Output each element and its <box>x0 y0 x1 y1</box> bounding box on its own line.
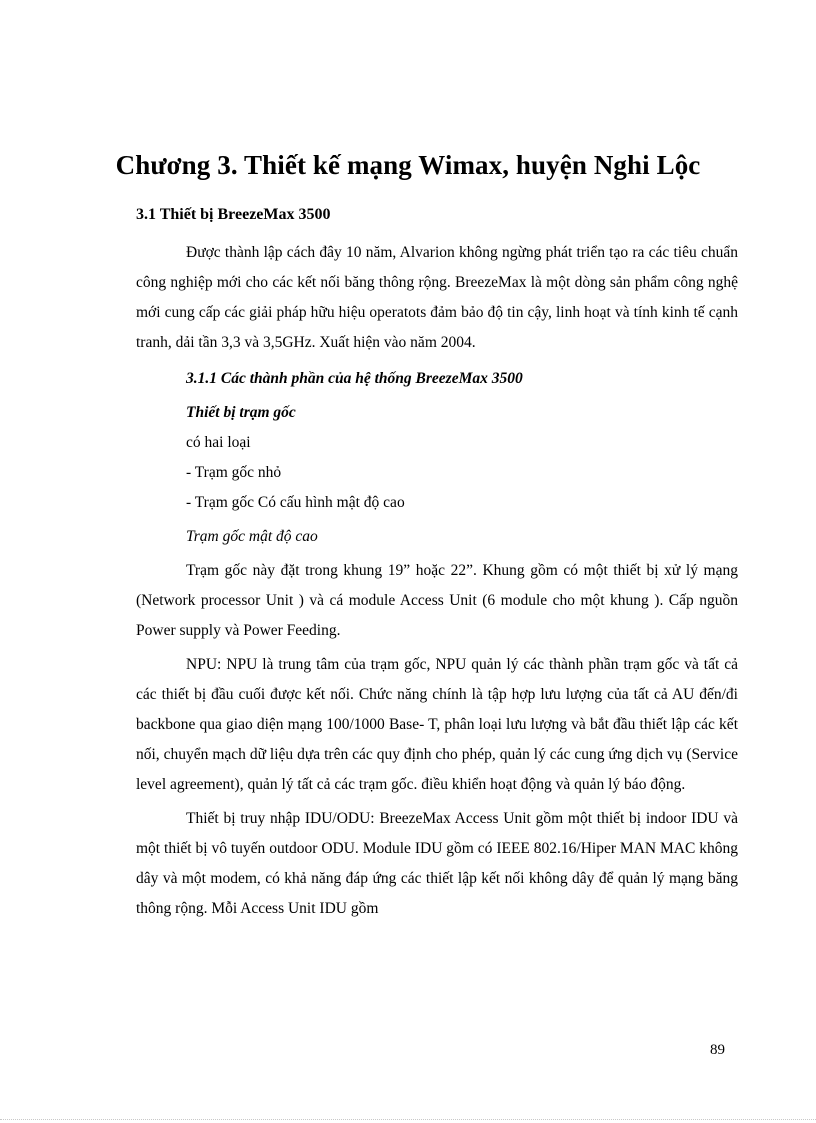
high-density-heading: Trạm gốc mật độ cao <box>186 528 318 545</box>
frame-paragraph: Trạm gốc này đặt trong khung 19” hoặc 22”. Khung gồm có một thiết bị xử lý mạng (Network processor Unit ) và cá module Access Unit (6 module cho một khung ). Cấp nguồn Power supply và Power Feeding. <box>136 562 738 639</box>
page-bottom-divider <box>0 1119 816 1120</box>
idu-odu-paragraph: Thiết bị truy nhập IDU/ODU: BreezeMax Access Unit gồm một thiết bị indoor IDU và một thiết bị vô tuyến outdoor ODU. Module IDU gồm có IEEE 802.16/Hiper MAN MAC không dây và một modem, có khả năng đáp ứng các thiết lập kết nối không dây để quản lý mạng băng thông rộng. Mỗi Access Unit IDU gồm <box>136 810 738 917</box>
subsection-title: 3.1.1 Các thành phần của hệ thống BreezeMax 3500 <box>186 370 523 387</box>
page-number: 89 <box>710 1042 725 1058</box>
types-intro: có hai loại <box>186 434 251 451</box>
subsection-block <box>136 364 738 552</box>
list-item-small-station: - Trạm gốc nhỏ <box>186 464 282 481</box>
list-item-high-density-station: - Trạm gốc Có cấu hình mật độ cao <box>186 494 405 511</box>
npu-paragraph: NPU: NPU là trung tâm của trạm gốc, NPU quản lý các thành phần trạm gốc và tất cả các thiết bị đầu cuối được kết nối. Chức năng chính là tập hợp lưu lượng của tất cả AU đến/đi backbone qua giao diện mạng 100/1000 Base- T, phân loại lưu lượng và bắt đầu thiết lập các kết nối, chuyển mạch dữ liệu dựa trên các quy định cho phép, quản lý các cung ứng dịch vụ (Service level agreement), quản lý tất cả các trạm gốc. điều khiển hoạt động và quản lý báo động. <box>136 656 738 793</box>
base-station-heading: Thiết bị trạm gốc <box>186 404 296 421</box>
intro-paragraph: Được thành lập cách đây 10 năm, Alvarion không ngừng phát triển tạo ra các tiêu chuẩn công nghiệp mới cho các kết nối băng thông rộng. BreezeMax là một dòng sản phẩm công nghệ mới cung cấp các giải pháp hữu hiệu operatots đảm bảo độ tin cậy, linh hoạt và tính kinh tế cạnh tranh, dải tần 3,3 và 3,5GHz. Xuất hiện vào năm 2004. <box>136 244 738 351</box>
chapter-title: Chương 3. Thiết kế mạng Wimax, huyện Nghi Lộc <box>115 150 701 180</box>
page-body <box>136 238 738 924</box>
section-title: 3.1 Thiết bị BreezeMax 3500 <box>136 206 331 223</box>
